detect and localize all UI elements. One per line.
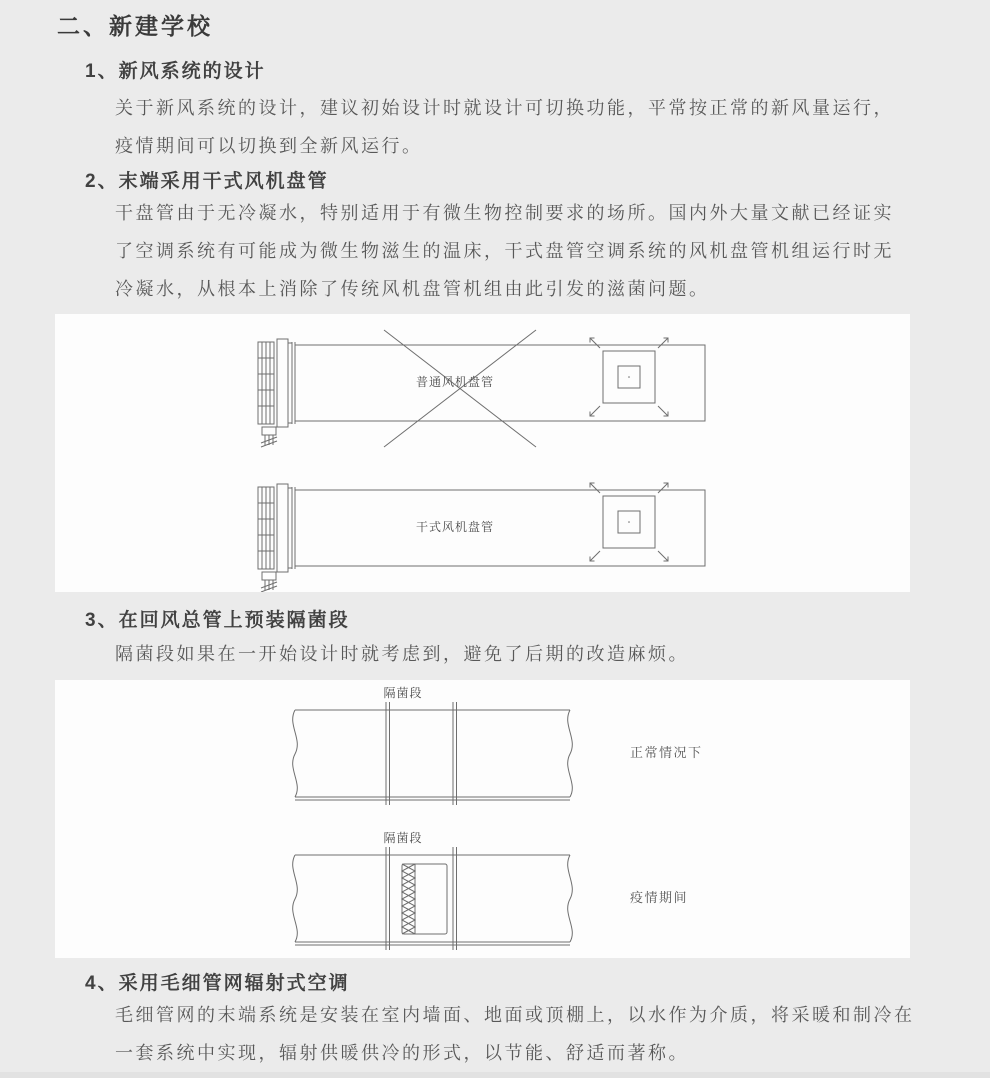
section-heading-dry-fan-coil: 2、末端采用干式风机盘管 <box>85 171 329 192</box>
body-line: 隔菌段如果在一开始设计时就考虑到，避免了后期的改造麻烦。 <box>115 644 689 664</box>
section-heading-isolation-segment: 3、在回风总管上预装隔菌段 <box>85 610 350 631</box>
figure-fan-coil-panel <box>55 314 910 592</box>
fan-coil-dry-unit <box>258 483 705 592</box>
section-body-isolation-segment <box>115 635 915 673</box>
body-line: 关于新风系统的设计，建议初始设计时就设计可切换功能，平常按正常的新风量运行， <box>115 98 894 118</box>
fan-coil-common-unit <box>258 330 705 447</box>
duct-normal-condition <box>293 685 703 805</box>
duct-epidemic-condition <box>293 830 688 950</box>
section-heading-fresh-air: 1、新风系统的设计 <box>85 61 266 82</box>
section-body-fresh-air <box>115 89 915 165</box>
dry-fan-coil-label: 干式风机盘管 <box>415 520 495 534</box>
page-title: 二、新建学校 <box>57 13 213 39</box>
section-body-dry-fan-coil <box>115 194 915 308</box>
epidemic-period-label: 疫情期间 <box>630 891 689 906</box>
body-line: 疫情期间可以切换到全新风运行。 <box>115 136 423 156</box>
fan-coil-diagram <box>55 314 910 592</box>
page-bottom-edge <box>0 1072 990 1078</box>
figure-duct-panel <box>55 680 910 958</box>
section-heading-capillary-radiant: 4、采用毛细管网辐射式空调 <box>85 973 350 994</box>
section-body-capillary-radiant <box>115 996 915 1072</box>
body-line: 一套系统中实现，辐射供暖供冷的形式，以节能、舒适而著称。 <box>115 1043 689 1063</box>
body-line: 干盘管由于无冷凝水，特别适用于有微生物控制要求的场所。国内外大量文献已经证实 <box>115 203 894 223</box>
normal-condition-label: 正常情况下 <box>630 746 703 761</box>
body-line: 冷凝水，从根本上消除了传统风机盘管机组由此引发的滋菌问题。 <box>115 279 710 299</box>
duct-diagram <box>55 680 910 958</box>
body-line: 了空调系统有可能成为微生物滋生的温床，干式盘管空调系统的风机盘管机组运行时无 <box>115 241 894 261</box>
common-fan-coil-label: 普通风机盘管 <box>415 375 495 389</box>
isolation-segment-label-bottom: 隔菌段 <box>383 831 423 845</box>
isolation-segment-label-top: 隔菌段 <box>383 686 423 700</box>
body-line: 毛细管网的末端系统是安装在室内墙面、地面或顶棚上，以水作为介质，将采暖和制冷在 <box>115 1005 915 1025</box>
